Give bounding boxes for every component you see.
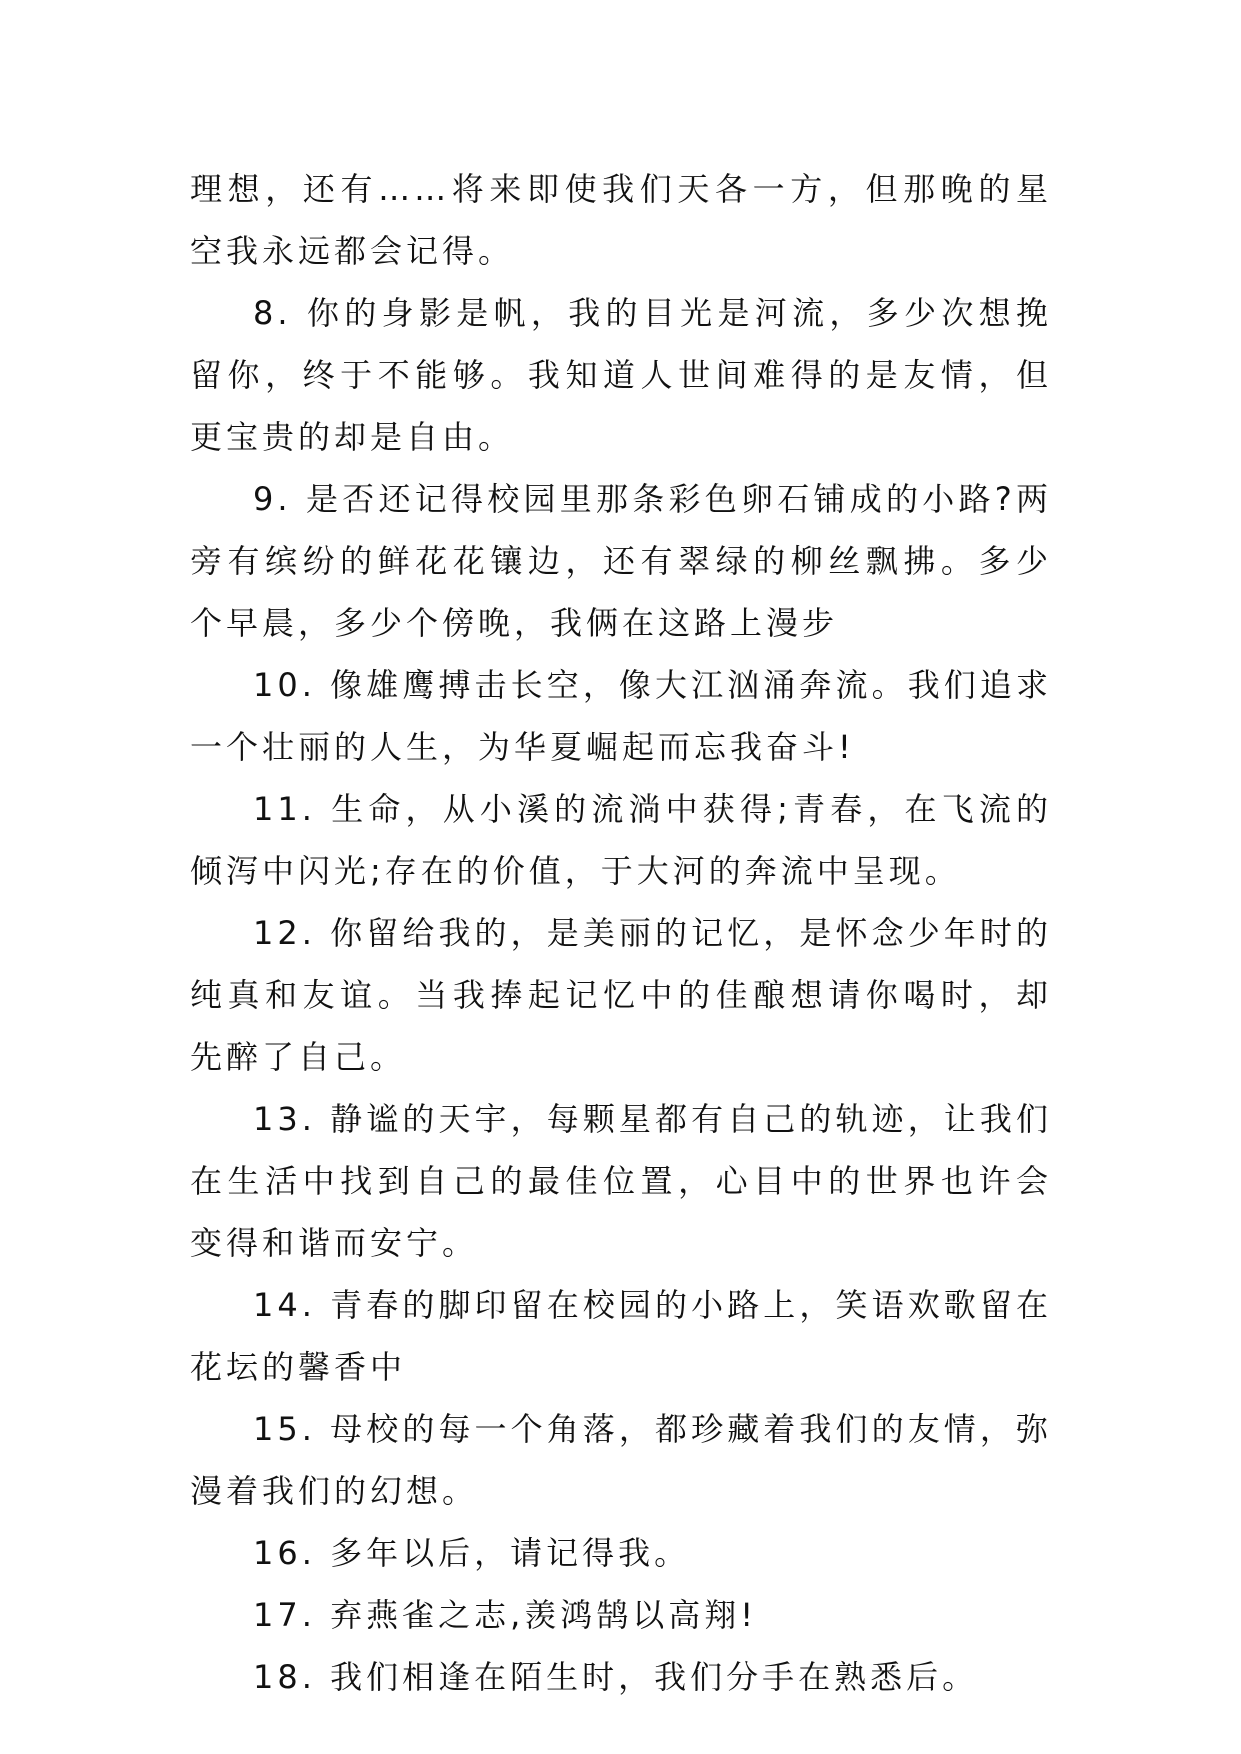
list-item-13: 13. 静谧的天宇，每颗星都有自己的轨迹，让我们在生活中找到自己的最佳位置，心目中的世界也许会变得和谐而安宁。 xyxy=(190,1100,1052,1262)
list-item-15: 15. 母校的每一个角落，都珍藏着我们的友情，弥漫着我们的幻想。 xyxy=(190,1410,1052,1510)
list-item-10: 10. 像雄鹰搏击长空，像大江汹涌奔流。我们追求一个壮丽的人生，为华夏崛起而忘我奋斗! xyxy=(190,666,1052,766)
list-item-18: 18. 我们相逢在陌生时，我们分手在熟悉后。 xyxy=(253,1658,979,1696)
list-item-8: 8. 你的身影是帆，我的目光是河流，多少次想挽留你，终于不能够。我知道人世间难得的是友情，但更宝贵的却是自由。 xyxy=(190,294,1052,456)
list-item-14: 14. 青春的脚印留在校园的小路上，笑语欢歌留在花坛的馨香中 xyxy=(190,1286,1052,1386)
list-item-17: 17. 弃燕雀之志,羡鸿鹄以高翔! xyxy=(253,1596,758,1634)
list-item-9: 9. 是否还记得校园里那条彩色卵石铺成的小路?两旁有缤纷的鲜花花镶边，还有翠绿的柳丝飘拂。多少个早晨，多少个傍晚，我俩在这路上漫步 xyxy=(190,480,1052,642)
document-body xyxy=(190,158,1052,1708)
list-item-16: 16. 多年以后，请记得我。 xyxy=(253,1534,691,1572)
list-item-11: 11. 生命，从小溪的流淌中获得;青春，在飞流的倾泻中闪光;存在的价值，于大河的奔流中呈现。 xyxy=(190,790,1052,890)
list-item-12: 12. 你留给我的，是美丽的记忆，是怀念少年时的纯真和友谊。当我捧起记忆中的佳酿想请你喝时，却先醉了自己。 xyxy=(190,914,1052,1076)
paragraph-continuation: 理想，还有……将来即使我们天各一方，但那晚的星空我永远都会记得。 xyxy=(190,170,1052,270)
